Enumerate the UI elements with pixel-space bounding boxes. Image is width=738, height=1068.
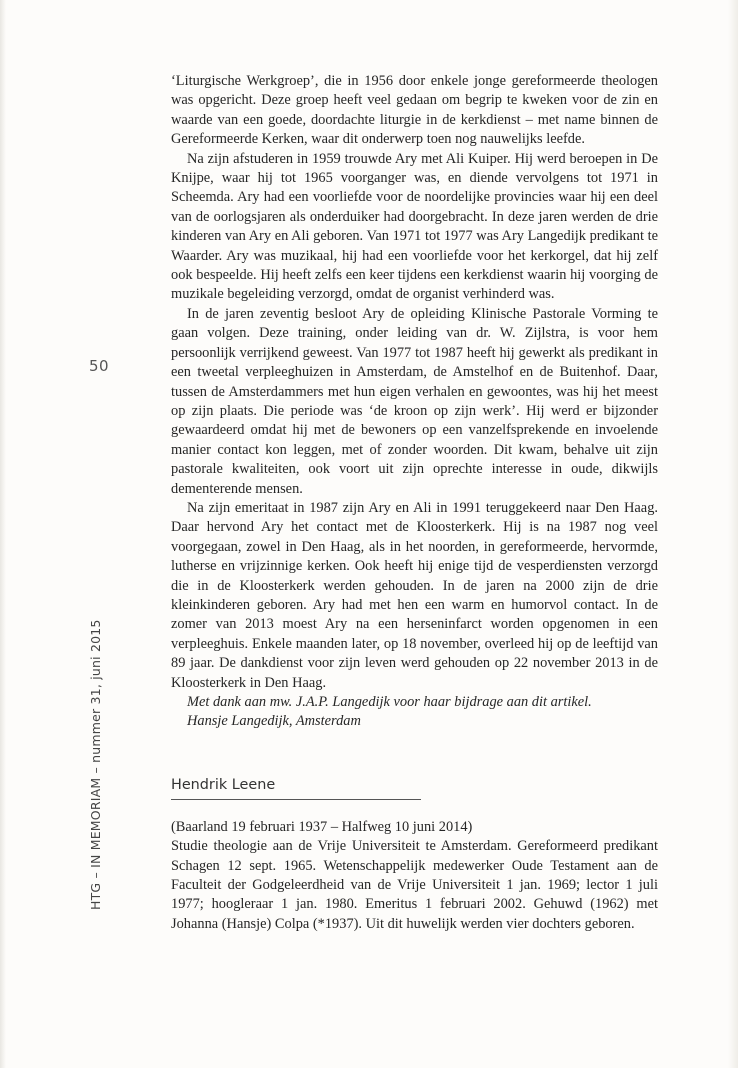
paragraph-3: In de jaren zeventig besloot Ary de opleiding Klinische Pastorale Vorming te gaan volgen. Deze training, onder leiding van dr. W. Zijlstra, is voor hem persoonlijk verrijkend geweest. Van 1977 tot 1987 heeft hij gewerkt als predikant in een tweetal verpleeghuizen in Amsterdam, de Amstelhof en de Buitenhof. Daar, tussen de Amsterdammers met hun eigen verhalen en gewoontes, was hij het meest op zijn plaats. Die periode was ‘de kroon op zijn werk’. Hij werd er bijzonder gewaardeerd omdat hij met de bewoners op een vanzelfsprekende en invoelende manier contact kon leggen, met of zonder woorden. Dit kwam, behalve uit zijn pastorale kwaliteiten, ook voort uit zijn oprechte interesse in oude, dikwijls dementerende mensen. [171, 305, 658, 497]
paragraph-4: Na zijn emeritaat in 1987 zijn Ary en Ali in 1991 teruggekeerd naar Den Haag. Daar hervond Ary het contact met de Kloosterkerk. Hij is na 1987 nog veel voorgegaan, zowel in Den Haag, als in het noorden, in gereformeerde, hervormde, lutherse en vrijzinnige kerken. Ook heeft hij enige tijd de vesperdiensten verzorgd die in de Kloosterkerk werden gehouden. In de jaren na 2000 zijn de drie kleinkinderen geboren. Ary had met hen een warm en humorvol contact. In de zomer van 2013 moest Ary na een herseninfarct worden opgenomen in een verpleeghuis. Enkele maanden later, op 18 november, overleed hij op de leeftijd van 89 jaar. De dankdienst voor zijn leven werd gehouden op 22 november 2013 in de Kloosterkerk in Den Haag. [171, 499, 658, 691]
paragraph-1: ‘Liturgische Werkgroep’, die in 1956 door enkele jonge gereformeerde theologen was opgericht. Deze groep heeft veel gedaan om begrip te kweken voor de zin en waarde van een goede, doordachte liturgie in de kerkdienst – met name binnen de Gereformeerde Kerken, waar dit onderwerp toen nog nauwelijks leefde. [171, 73, 658, 148]
biography: Studie theologie aan de Vrije Universiteit te Amsterdam. Gereformeerd predikant Schagen 12 sept. 1965. Wetenschappelijk medewerker Oude Testament aan de Faculteit der Godgeleerdheid van de Vrije Universiteit 1 jan. 1969; lector 1 juli 1977; hoogleraar 1 jan. 1980. Emeritus 1 februari 2002. Gehuwd (1962) met Johanna (Hansje) Colpa (*1937). Uit dit huwelijk werden vier dochters geboren. [171, 838, 658, 932]
heading-rule [171, 799, 421, 800]
page-number: 50 [89, 357, 110, 375]
author-signature: Hansje Langedijk, Amsterdam [187, 713, 361, 730]
scan-edge-right [728, 0, 738, 1068]
running-head: HTG – IN MEMORIAM – nummer 31, juni 2015 [88, 619, 103, 910]
section-heading-hendrik-leene: Hendrik Leene [171, 776, 276, 793]
scan-edge-left [0, 0, 6, 1068]
paragraph-2: Na zijn afstuderen in 1959 trouwde Ary met Ali Kuiper. Hij werd beroepen in De Knijpe, waar hij tot 1965 voorganger was, en diende vervolgens tot 1971 in Scheemda. Ary had een voorliefde voor de noordelijke provincies waar hij een deel van de oorlogsjaren als onderduiker had doorgebracht. In deze jaren werden de drie kinderen van Ary en Ali geboren. Van 1971 tot 1977 was Ary Langedijk predikant te Waarder. Ary was muzikaal, hij had een voorliefde voor het kerkorgel, dat hij zelf ook bespeelde. Hij heeft zelfs een keer tijdens een kerkdienst waarin hij voorging de muzikale begeleiding verzorgd, omdat de organist verhinderd was. [171, 150, 658, 303]
life-dates: (Baarland 19 februari 1937 – Halfweg 10 juni 2014) [171, 818, 473, 835]
article-body [171, 72, 658, 934]
acknowledgement: Met dank aan mw. J.A.P. Langedijk voor haar bijdrage aan dit artikel. [187, 694, 592, 710]
